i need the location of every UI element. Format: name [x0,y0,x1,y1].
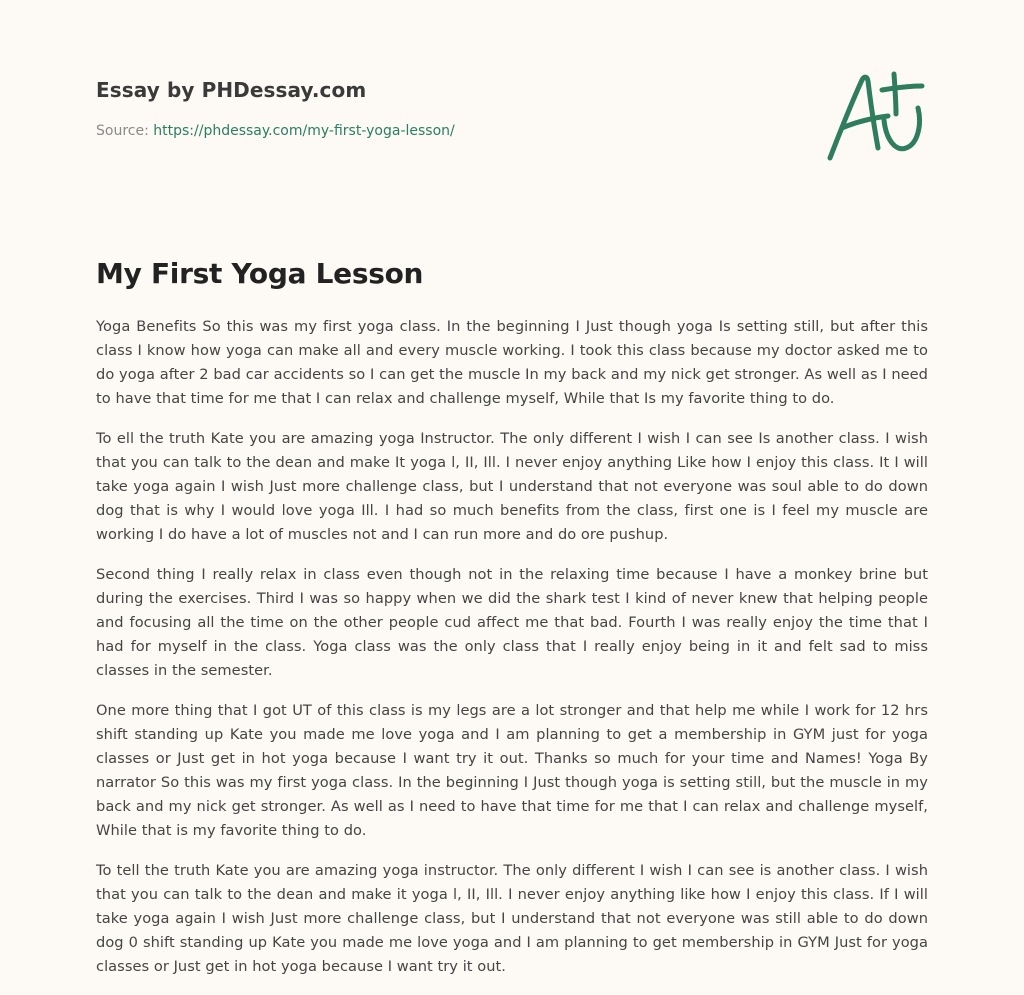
source-line [96,122,936,140]
source-label: Source: [96,123,154,139]
page-header [96,76,936,140]
essay-body [96,315,928,995]
a-plus-grade-icon [822,66,932,166]
essay-paragraph: To ell the truth Kate you are amazing yoga Instructor. The only different I wish I can see Is another class. I wish that you can talk to the dean and make It yoga l, II, Ill. I never enjoy anything Like how I enjoy this class. It I will take yoga again I wish Just more challenge class, but I understand that not everyone was soul able to do down dog that is why I would love yoga Ill. I had so much benefits from the class, first one is I feel my muscle are working I do have a lot of muscles not and I can run more and do ore pushup. [96,430,928,543]
essay-paragraph: To tell the truth Kate you are amazing yoga instructor. The only different I wish I can see is another class. I wish that you can talk to the dean and make it yoga l, II, Ill. I never enjoy anything like how I enjoy this class. If I will take yoga again I wish Just more challenge class, but I understand that not everyone was still able to do down dog 0 shift standing up Kate you made me love yoga and I am planning to get membership in GYM Just for yoga classes or Just get in hot yoga because I want try it out. [96,862,928,975]
source-link[interactable]: https://phdessay.com/my-first-yoga-lesson/ [153,123,455,139]
essay-title: My First Yoga Lesson [96,257,424,290]
essay-paragraph: Second thing I really relax in class even though not in the relaxing time because I have a monkey brine but during the exercises. Third I was so happy when we did the shark test I kind of never knew that helping people and focusing all the time on the other people cud affect me that bad. Fourth I was really enjoy the time that I had for myself in the class. Yoga class was the only class that I really enjoy being in it and felt sad to miss classes in the semester. [96,566,928,679]
site-brand: Essay by PHDessay.com [96,78,367,102]
essay-paragraph: Yoga Benefits So this was my first yoga class. In the beginning I Just though yoga Is setting still, but after this class I know how yoga can make all and every muscle working. I took this class because my doctor asked me to do yoga after 2 bad car accidents so I can get the muscle In my back and my nick get stronger. As well as I need to have that time for me that I can relax and challenge myself, While that Is my favorite thing to do. [96,318,928,407]
essay-paragraph: One more thing that I got UT of this class is my legs are a lot stronger and that help me while I work for 12 hrs shift standing up Kate you made me love yoga and I am planning to get a membership in GYM just for yoga classes or Just get in hot yoga because I want try it out. Thanks so much for your time and Names! Yoga By narrator So this was my first yoga class. In the beginning I Just though yoga is setting still, but the muscle in my back and my nick get stronger. As well as I need to have that time for me that I can relax and challenge myself, While that is my favorite thing to do. [96,702,928,839]
